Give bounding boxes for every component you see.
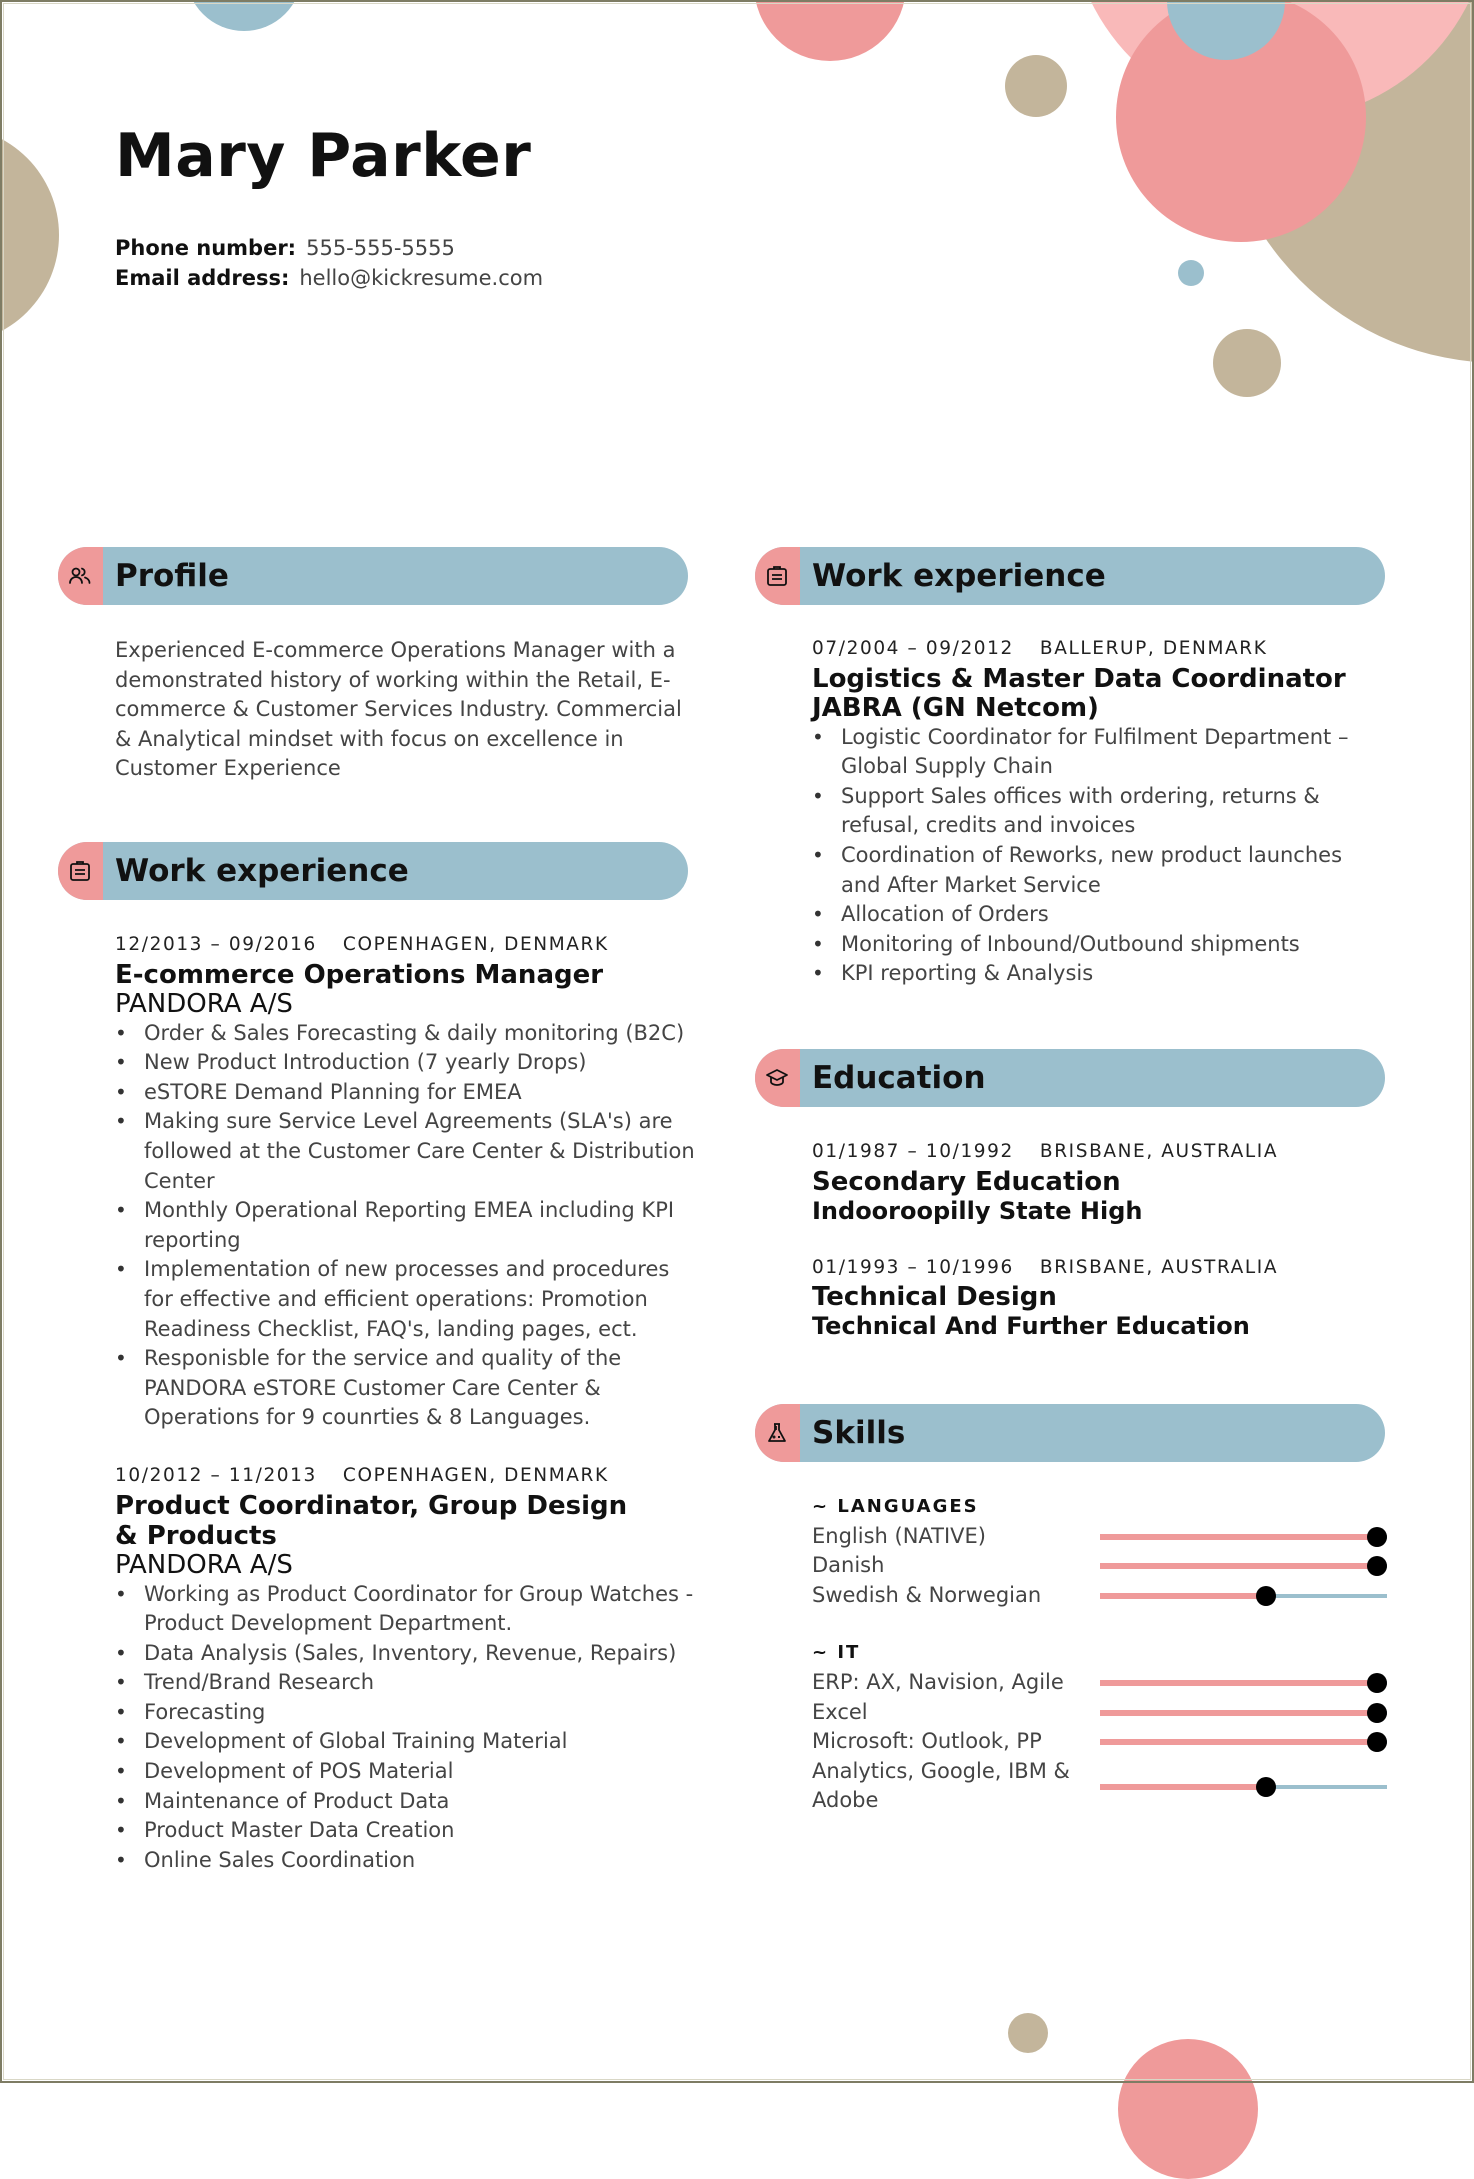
job-dates: 07/2004 – 09/2012 [812, 638, 1014, 659]
email-label: Email address: [115, 266, 290, 290]
skill-group-it [812, 1638, 1397, 1816]
section-title: Profile [115, 558, 229, 594]
job-location: COPENHAGEN, DENMARK [342, 934, 609, 955]
job-entry [115, 930, 695, 1433]
decor-circle-blue-small [1178, 260, 1204, 286]
job-location: COPENHAGEN, DENMARK [342, 1464, 609, 1486]
skill-group-languages [812, 1492, 1397, 1610]
slider-fill [1100, 1739, 1377, 1745]
skill-level-slider [1100, 1732, 1387, 1752]
phone-row [115, 233, 543, 263]
section-header-education [755, 1049, 1385, 1107]
education-entry [812, 1137, 1397, 1226]
list-item: • Working as Product Coordinator for Group Watches - Product Development Department. [115, 1580, 695, 1639]
skill-group-label: ~ IT [812, 1642, 861, 1664]
candidate-name: Mary Parker [115, 121, 532, 191]
education-entry [812, 1253, 1397, 1342]
section-title: Education [812, 1060, 986, 1096]
section-header-profile [58, 547, 688, 605]
skill-row [812, 1698, 1397, 1728]
education-school: Technical And Further Education [812, 1312, 1250, 1341]
list-item: • Coordination of Reworks, new product launches and After Market Service [812, 841, 1382, 900]
list-item: • New Product Introduction (7 yearly Drops) [115, 1048, 695, 1078]
education-degree: Secondary Education [812, 1166, 1121, 1197]
skill-level-slider [1100, 1556, 1387, 1576]
decor-circle-tan-small-top [1005, 55, 1067, 117]
graduation-cap-icon [765, 1066, 789, 1090]
work-experience-right [812, 634, 1397, 1017]
skill-row [812, 1668, 1397, 1698]
list-item: • Implementation of new processes and procedures for effective and efficient operations: Promotion Readiness Checklist, FAQ's, landing pages, ect. [115, 1255, 695, 1344]
section-header-work-experience-left [58, 842, 688, 900]
briefcase-icon [765, 564, 789, 588]
slider-fill [1100, 1710, 1377, 1716]
slider-fill [1100, 1593, 1266, 1599]
job-meta [115, 930, 695, 960]
users-icon [68, 564, 92, 588]
profile-text: Experienced E-commerce Operations Manager with a demonstrated history of working within the Retail, E-commerce & Customer Services Industry. Commercial & Analytical mindset with focus on excellence in Customer Experience [115, 638, 682, 781]
decor-circle-tan-medium [1213, 329, 1281, 397]
job-title: Product Coordinator, Group Design & Products [115, 1490, 628, 1551]
skill-row [812, 1581, 1397, 1611]
job-dates: 10/2012 – 11/2013 [115, 1464, 317, 1486]
slider-fill [1100, 1534, 1377, 1540]
list-item: • Logistic Coordinator for Fulfilment Department – Global Supply Chain [812, 723, 1382, 782]
skills-section [812, 1492, 1397, 1816]
skill-group-label: ~ LANGUAGES [812, 1496, 979, 1517]
education-meta [812, 1253, 1397, 1283]
list-item: • Development of POS Material [115, 1757, 695, 1787]
skill-level-slider [1100, 1777, 1387, 1797]
education-dates: 01/1993 – 10/1996 [812, 1256, 1014, 1278]
section-title: Work experience [812, 558, 1106, 594]
list-item: • Responisble for the service and quality of the PANDORA eSTORE Customer Care Center & Operations for 9 counrties & 8 Languages. [115, 1344, 695, 1433]
list-item: • eSTORE Demand Planning for EMEA [115, 1078, 695, 1108]
list-item: • Trend/Brand Research [115, 1668, 695, 1698]
job-bullets [115, 1019, 695, 1433]
phone-value[interactable]: 555-555-5555 [306, 236, 455, 260]
section-title: Skills [812, 1415, 906, 1451]
list-item: • KPI reporting & Analysis [812, 959, 1382, 989]
job-company: PANDORA A/S [115, 988, 293, 1019]
list-item: • Support Sales offices with ordering, returns & refusal, credits and invoices [812, 782, 1382, 841]
list-item: • Maintenance of Product Data [115, 1787, 695, 1817]
list-item: • Making sure Service Level Agreements (SLA's) are followed at the Customer Care Center & Distribution Center [115, 1107, 695, 1196]
slider-thumb [1367, 1527, 1387, 1547]
section-title: Work experience [115, 853, 409, 889]
skill-name: Excel [812, 1699, 868, 1724]
slider-thumb [1367, 1703, 1387, 1723]
skill-name: ERP: AX, Navision, Agile [812, 1669, 1064, 1694]
job-bullets [812, 723, 1382, 989]
skill-level-slider [1100, 1586, 1387, 1606]
education-meta [812, 1137, 1397, 1167]
job-dates: 12/2013 – 09/2016 [115, 934, 317, 955]
slider-thumb [1367, 1556, 1387, 1576]
phone-label: Phone number: [115, 236, 297, 260]
job-title: Logistics & Master Data Coordinator [812, 663, 1346, 694]
skill-level-slider [1100, 1703, 1387, 1723]
skill-name: Danish [812, 1553, 885, 1578]
list-item: • Forecasting [115, 1698, 695, 1728]
education-location: BRISBANE, AUSTRALIA [1039, 1141, 1279, 1162]
work-experience-left [115, 930, 695, 1903]
skill-level-slider [1100, 1673, 1387, 1693]
skill-name: Swedish & Norwegian [812, 1582, 1042, 1607]
slider-thumb [1256, 1777, 1276, 1797]
list-item: • Monitoring of Inbound/Outbound shipments [812, 930, 1382, 960]
slider-thumb [1367, 1732, 1387, 1752]
slider-fill [1100, 1784, 1266, 1790]
list-item: • Development of Global Training Material [115, 1727, 695, 1757]
skill-level-slider [1100, 1527, 1387, 1547]
flask-icon [765, 1421, 789, 1445]
decor-circle-blue-top-left [186, 0, 302, 31]
slider-thumb [1256, 1586, 1276, 1606]
job-meta [812, 634, 1397, 664]
education-degree: Technical Design [812, 1282, 1057, 1313]
decor-circle-tan-left [0, 126, 59, 344]
skill-name: Microsoft: Outlook, PP [812, 1729, 1042, 1754]
skill-row [812, 1551, 1397, 1581]
slider-fill [1100, 1563, 1377, 1569]
education-section [812, 1137, 1397, 1369]
list-item: • Product Master Data Creation [115, 1816, 695, 1846]
slider-fill [1100, 1680, 1377, 1686]
decor-circle-tan-bottom [1008, 2013, 1048, 2053]
section-header-work-experience-right [755, 547, 1385, 605]
email-value[interactable]: hello@kickresume.com [299, 266, 544, 290]
section-header-skills [755, 1404, 1385, 1462]
contact-info [115, 233, 543, 293]
list-item: • Order & Sales Forecasting & daily monitoring (B2C) [115, 1019, 695, 1049]
education-school: Indooroopilly State High [812, 1196, 1143, 1225]
skill-name: English (NATIVE) [812, 1523, 986, 1548]
job-location: BALLERUP, DENMARK [1039, 638, 1268, 659]
job-company: JABRA (GN Netcom) [812, 692, 1099, 723]
job-entry [812, 634, 1397, 989]
briefcase-icon [68, 859, 92, 883]
skill-row [812, 1757, 1397, 1816]
job-title: E-commerce Operations Manager [115, 959, 604, 990]
job-entry [115, 1461, 695, 1876]
job-bullets [115, 1580, 695, 1876]
profile-section [115, 636, 695, 784]
email-row [115, 263, 543, 293]
education-location: BRISBANE, AUSTRALIA [1039, 1256, 1279, 1278]
list-item: • Online Sales Coordination [115, 1846, 695, 1876]
skill-row [812, 1522, 1397, 1552]
list-item: • Data Analysis (Sales, Inventory, Revenue, Repairs) [115, 1639, 695, 1669]
job-company: PANDORA A/S [115, 1549, 293, 1580]
skill-row [812, 1727, 1397, 1757]
job-meta [115, 1461, 695, 1491]
decor-circle-pink-bottom [1118, 2039, 1258, 2179]
decor-circle-pink-top-center [754, 0, 906, 61]
slider-thumb [1367, 1673, 1387, 1693]
list-item: • Allocation of Orders [812, 900, 1382, 930]
skill-name: Analytics, Google, IBM & Adobe [812, 1758, 1070, 1813]
education-dates: 01/1987 – 10/1992 [812, 1141, 1014, 1162]
list-item: • Monthly Operational Reporting EMEA including KPI reporting [115, 1196, 695, 1255]
